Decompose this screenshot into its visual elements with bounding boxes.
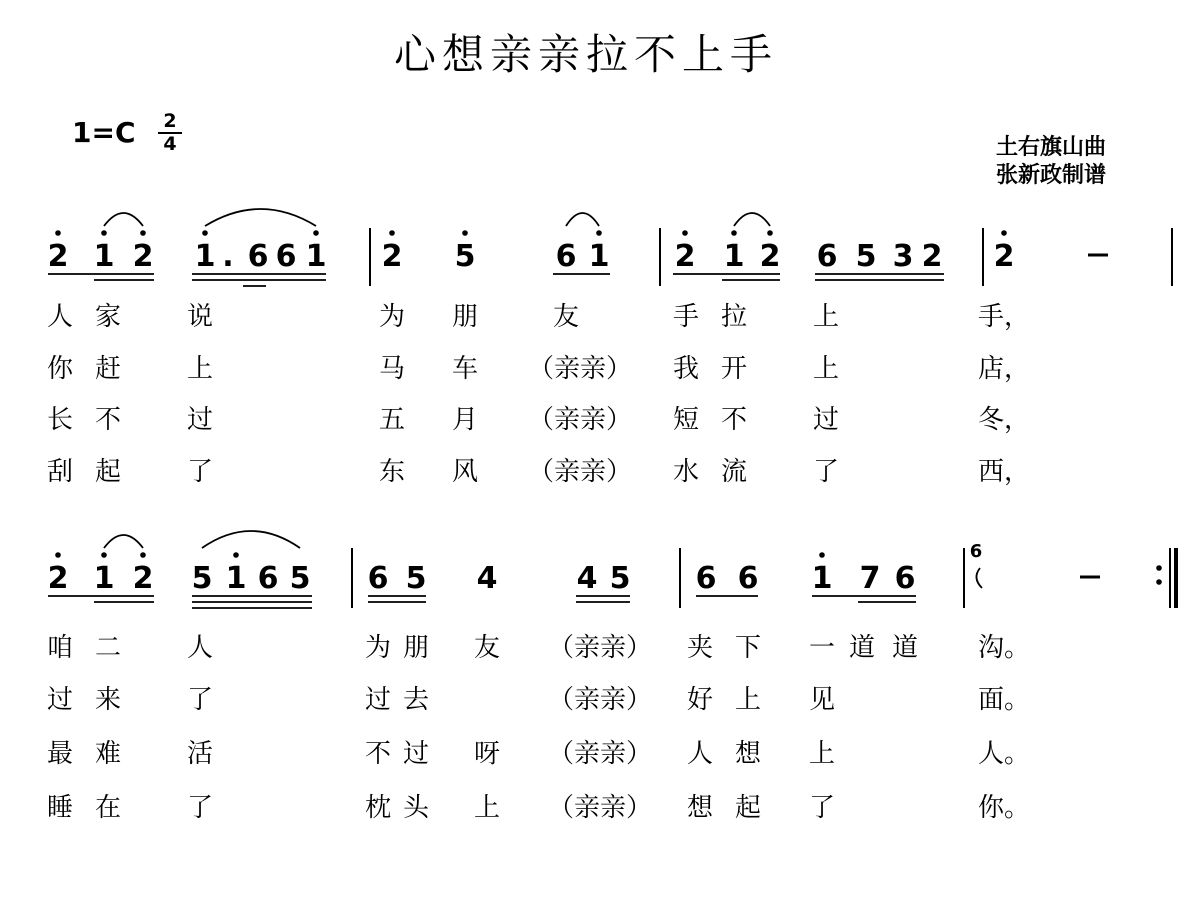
note: 1 [305,239,327,274]
note: 6 [257,561,279,596]
lyric-syllable: 道 [891,633,919,663]
time-signature-bottom: 4 [163,133,177,155]
note: 6 [275,239,297,274]
high-octave-dot [202,230,208,236]
lyric-syllable: 你 [46,354,74,384]
lyric-syllable: 了 [186,793,214,823]
note: 1 [93,239,115,274]
lyric-syllable: 不 [94,405,122,435]
lyric-syllable: 面。 [977,685,1031,715]
note: 5 [609,561,631,596]
lyric-syllable: 朋 [451,302,479,332]
lyric-syllable: 见 [808,685,836,715]
lyric-syllable: 睡 [46,793,74,823]
lyric-syllable: 你。 [977,793,1031,823]
note: 1 [194,239,216,274]
note: 2 [921,239,943,274]
lyric-syllable: 道 [848,633,876,663]
lyric-syllable: 人 [46,302,74,332]
lyric-syllable: 枕 [364,793,392,823]
lyric-syllable: （亲亲） [527,405,633,435]
lyric-syllable: 过 [812,405,840,435]
lyric-syllable: 店， [977,354,1031,384]
lyric-syllable: 水 [672,457,700,487]
lyric-syllable: 流 [720,457,748,487]
lyric-syllable: 在 [94,793,122,823]
lyric-syllable: 过 [46,685,74,715]
note: 1 [93,561,115,596]
high-octave-dot [819,552,825,558]
lyric-syllable: 长 [46,405,74,435]
lyric-syllable: 开 [720,354,748,384]
high-octave-dot [462,230,468,236]
lyric-syllable: 拉 [720,302,748,332]
lyric-syllable: 上 [473,793,501,823]
lyric-syllable: 刮 [46,457,74,487]
high-octave-dot [140,552,146,558]
note: 1 [225,561,247,596]
lyric-syllable: 上 [812,354,840,384]
lyric-syllable: 去 [402,685,430,715]
high-octave-dot [55,552,61,558]
lyric-syllable: 友 [552,302,580,332]
lyric-syllable: 冬， [977,405,1031,435]
slur [566,213,599,226]
slur [104,213,143,226]
lyric-syllable: 了 [812,457,840,487]
note: 6 [555,239,577,274]
lyric-syllable: 一 [808,633,836,663]
note: 2 [381,239,403,274]
note: 4 [476,561,498,596]
slur [202,531,300,548]
note: 6 [367,561,389,596]
repeat-dot [1156,565,1162,571]
lyric-syllable: （亲亲） [527,457,633,487]
lyric-syllable: 人。 [977,739,1031,769]
lyric-syllable: 不 [720,405,748,435]
high-octave-dot [731,230,737,236]
note: 2 [132,561,154,596]
lyric-syllable: （亲亲） [547,685,653,715]
grace-note-slur [976,568,982,588]
lyric-syllable: 风 [451,457,479,487]
note: 5 [191,561,213,596]
note: 7 [859,561,881,596]
lyric-syllable: 下 [734,633,762,663]
lyric-syllable: 过 [186,405,214,435]
high-octave-dot [101,552,107,558]
lyric-syllable: 人 [186,633,214,663]
note: 4 [576,561,598,596]
high-octave-dot [140,230,146,236]
lyric-syllable: 头 [402,793,430,823]
lyric-syllable: 想 [686,793,714,823]
lyric-syllable: 马 [378,354,406,384]
high-octave-dot [55,230,61,236]
note: 5 [855,239,877,274]
note: 6 [737,561,759,596]
lyric-syllable: 活 [186,739,214,769]
lyric-syllable: 上 [808,739,836,769]
lyric-syllable: 五 [378,405,406,435]
key-signature: 1=C [72,116,136,149]
note: 5 [405,561,427,596]
lyric-syllable: 人 [686,739,714,769]
lyric-syllable: 短 [672,405,700,435]
note: 6 [894,561,916,596]
note: 5 [454,239,476,274]
lyric-syllable: 家 [94,302,122,332]
high-octave-dot [596,230,602,236]
lyric-syllable: 咱 [46,633,74,663]
lyric-syllable: 不 [364,739,392,769]
note: 1 [723,239,745,274]
note: 2 [47,239,69,274]
song-title: 心想亲亲拉不上手 [393,30,778,79]
note: 2 [759,239,781,274]
lyric-syllable: 月 [451,405,479,435]
note: 5 [289,561,311,596]
note: 3 [892,239,914,274]
high-octave-dot [101,230,107,236]
note: 2 [674,239,696,274]
lyric-syllable: 难 [94,739,122,769]
lyric-syllable: 上 [186,354,214,384]
slur [205,209,316,226]
lyric-syllable: 了 [808,793,836,823]
repeat-dot [1156,579,1162,585]
lyric-syllable: （亲亲） [547,739,653,769]
lyric-syllable: 我 [672,354,700,384]
lyric-syllable: 过 [364,685,392,715]
lyric-syllable: （亲亲） [527,354,633,384]
lyric-syllable: 车 [451,354,479,384]
note: 6 [695,561,717,596]
lyric-syllable: 好 [686,685,714,715]
lyric-syllable: 二 [94,633,122,663]
lyric-syllable: 上 [812,302,840,332]
lyric-syllable: 最 [46,739,74,769]
lyric-syllable: 东 [378,457,406,487]
note: 2 [993,239,1015,274]
high-octave-dot [682,230,688,236]
lyric-syllable: 西， [977,457,1031,487]
note: 1 [588,239,610,274]
time-signature-top: 2 [163,110,177,132]
lyric-syllable: 手， [977,302,1031,332]
note: 6 [816,239,838,274]
song-source: 土右旗山曲 [996,135,1107,160]
lyric-syllable: 了 [186,685,214,715]
lyric-syllable: 起 [94,457,122,487]
high-octave-dot [1001,230,1007,236]
lyric-syllable: 手 [672,302,700,332]
lyric-syllable: （亲亲） [547,793,653,823]
note: 1 [811,561,833,596]
slur [104,535,143,548]
high-octave-dot [767,230,773,236]
grace-note: 6 [969,541,983,562]
lyric-syllable: 上 [734,685,762,715]
lyric-syllable: 赶 [94,354,122,384]
lyric-syllable: 说 [186,302,214,332]
slur [734,213,770,226]
arranger-credit: 张新政制谱 [996,163,1107,188]
dotted-note-dot: . [222,239,234,274]
lyric-syllable: 沟。 [977,633,1031,663]
lyric-syllable: 夹 [686,633,714,663]
lyric-syllable: 过 [402,739,430,769]
lyric-syllable: 为 [378,302,406,332]
lyric-syllable: 想 [734,739,762,769]
lyric-syllable: 朋 [402,633,430,663]
note: 2 [132,239,154,274]
high-octave-dot [233,552,239,558]
lyric-syllable: 了 [186,457,214,487]
high-octave-dot [313,230,319,236]
lyric-syllable: （亲亲） [547,633,653,663]
lyric-syllable: 起 [734,793,762,823]
lyric-syllable: 来 [94,685,122,715]
note: 2 [47,561,69,596]
note: 6 [247,239,269,274]
lyric-syllable: 呀 [473,739,501,769]
high-octave-dot [389,230,395,236]
lyric-syllable: 友 [473,633,501,663]
lyric-syllable: 为 [364,633,392,663]
